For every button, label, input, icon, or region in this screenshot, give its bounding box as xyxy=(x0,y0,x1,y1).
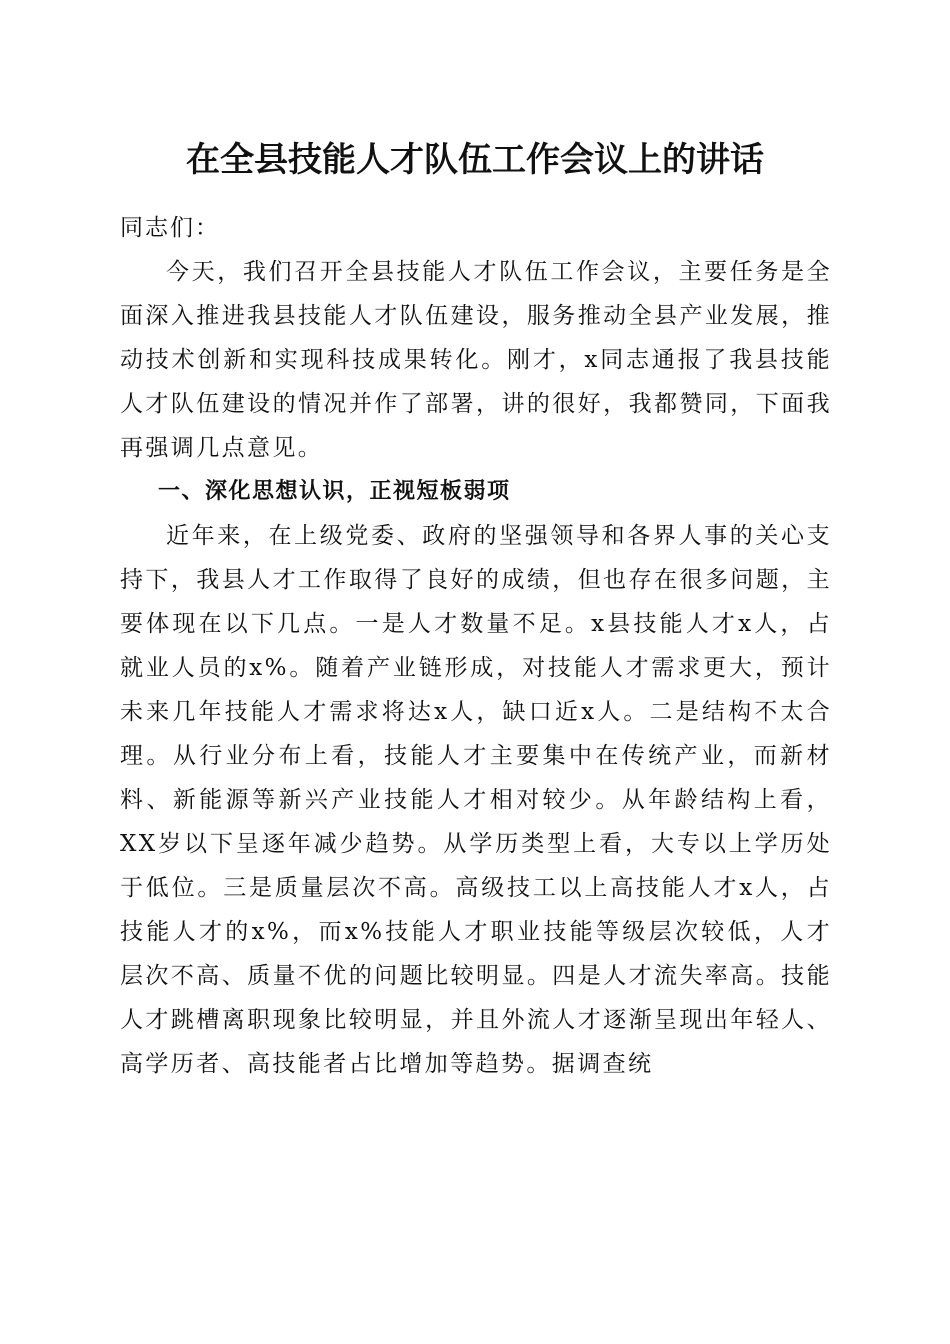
document-body xyxy=(120,206,832,1086)
salutation: 同志们： xyxy=(120,215,220,241)
paragraph-problems: 近年来，在上级党委、政府的坚强领导和各界人事的关心支持下，我县人才工作取得了良好的成绩，但也存在很多问题，主要体现在以下几点。一是人才数量不足。x县技能人才x人，占就业人员的x%。随着产业链形成，对技能人才需求更大，预计未来几年技能人才需求将达x人，缺口近x人。二是结构不太合理。从行业分布上看，技能人才主要集中在传统产业，而新材料、新能源等新兴产业技能人才相对较少。从年龄结构上看，XX岁以下呈逐年减少趋势。从学历类型上看，大专以上学历处于低位。三是质量层次不高。高级技工以上高技能人才x人，占技能人才的x%，而x%技能人才职业技能等级层次较低，人才层次不高、质量不优的问题比较明显。四是人才流失率高。技能人才跳槽离职现象比较明显，并且外流人才逐渐呈现出年轻人、高学历者、高技能者占比增加等趋势。据调查统 xyxy=(120,523,832,1077)
paragraph-intro: 今天，我们召开全县技能人才队伍工作会议，主要任务是全面深入推进我县技能人才队伍建设，服务推动全县产业发展，推动技术创新和实现科技成果转化。刚才，x同志通报了我县技能人才队伍建设的情况并作了部署，讲的很好，我都赞同，下面我再强调几点意见。 xyxy=(120,259,832,461)
section-heading: 一、深化思想认识，正视短板弱项 xyxy=(158,479,511,504)
document-title: 在全县技能人才队伍工作会议上的讲话 xyxy=(186,140,764,180)
